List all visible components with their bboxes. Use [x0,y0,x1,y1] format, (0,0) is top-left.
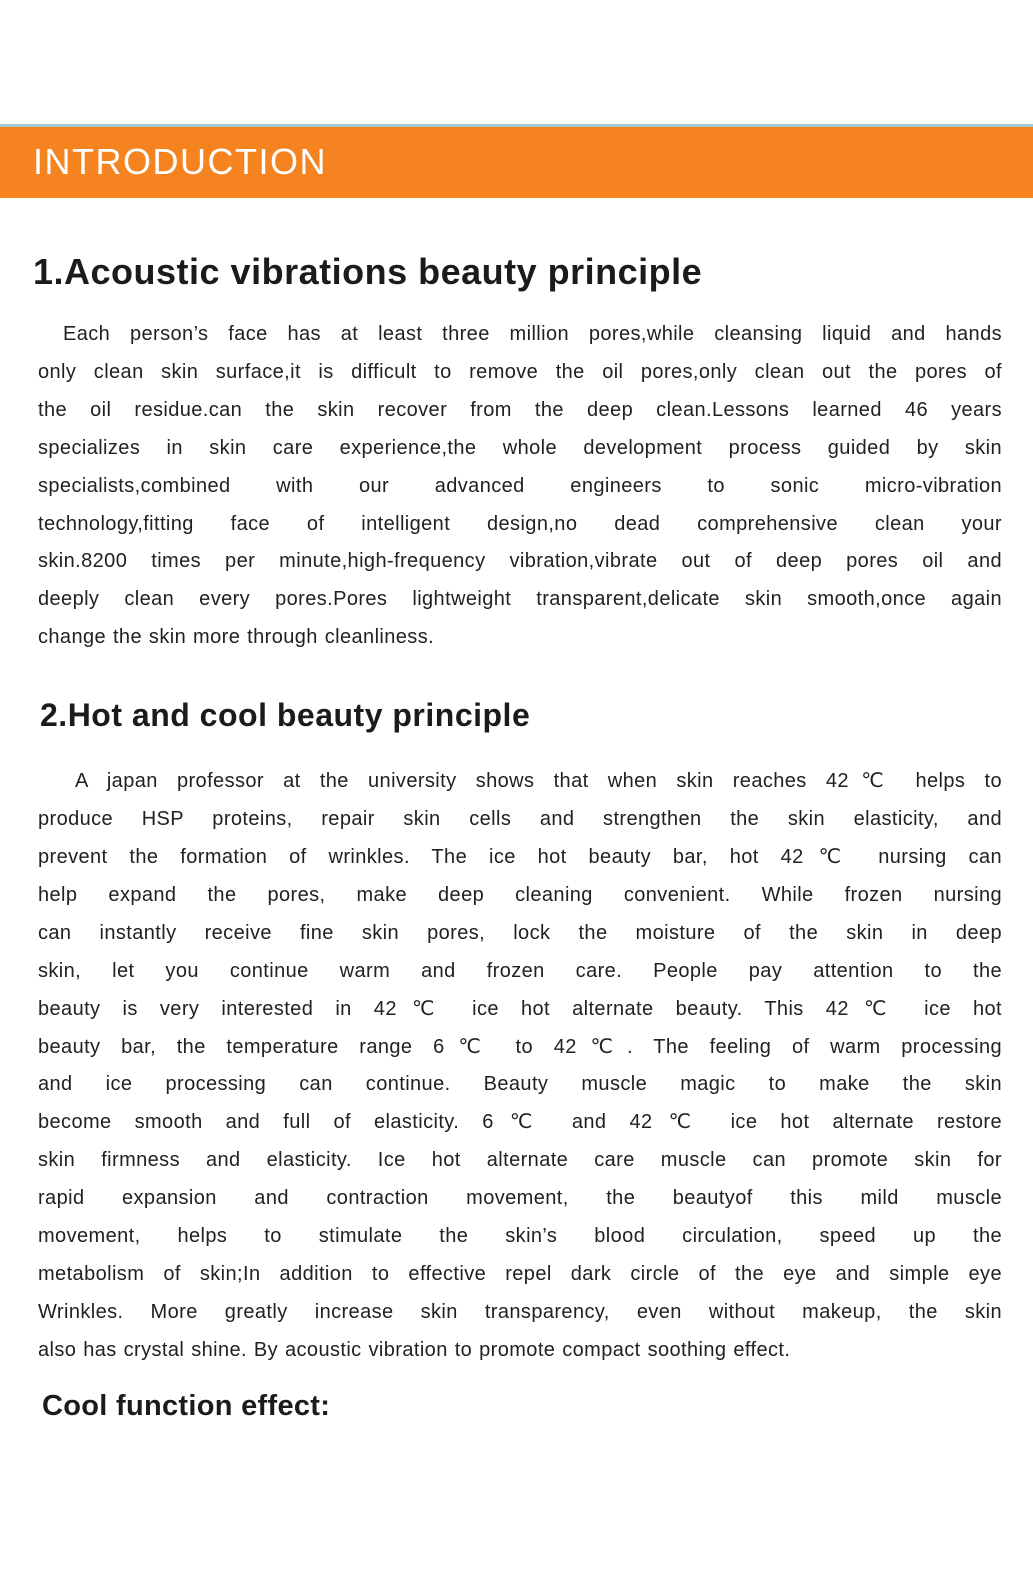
text-line: prevent the formation of wrinkles. The ice hot beauty bar, hot 42℃ nursing can [38,845,1002,868]
text-line: specialists,combined with our advanced engineers to sonic micro-vibration [38,474,1002,497]
text-line: help expand the pores, make deep cleaning convenient. While frozen nursing [38,883,1002,906]
introduction-banner [0,127,1033,198]
text-line: change the skin more through cleanliness. [38,626,435,649]
text-line: also has crystal shine. By acoustic vibration to promote compact soothing effect. [38,1338,791,1361]
text-line: beauty is very interested in 42℃ ice hot alternate beauty. This 42℃ ice hot [38,997,1002,1020]
heading-hot-and-cool-principle: 2.Hot and cool beauty principle [40,697,531,734]
paragraph-acoustic-vibrations [38,316,1002,657]
text-line: movement, helps to stimulate the skin’s blood circulation, speed up the [38,1225,1002,1248]
text-line: beauty bar, the temperature range 6℃ to 42℃. The feeling of warm processing [38,1035,1002,1058]
top-margin [0,0,1033,124]
banner-title: INTRODUCTION [33,140,327,182]
text-line: specializes in skin care experience,the whole development process guided by skin [38,436,1002,459]
text-line: the oil residue.can the skin recover from the deep clean.Lessons learned 46 years [38,398,1002,421]
text-line: deeply clean every pores.Pores lightweight transparent,delicate skin smooth,once again [38,588,1002,611]
text-line: skin.8200 times per minute,high-frequency vibration,vibrate out of deep pores oil and [38,550,1002,573]
heading-acoustic-vibrations-principle: 1.Acoustic vibrations beauty principle [33,251,703,292]
text-line: can instantly receive fine skin pores, lock the moisture of the skin in deep [38,921,1002,944]
text-line: metabolism of skin;In addition to effective repel dark circle of the eye and simple eye [38,1262,1002,1285]
text-line: technology,fitting face of intelligent design,no dead comprehensive clean your [38,512,1002,535]
text-line: skin, let you continue warm and frozen care. People pay attention to the [38,959,1002,982]
text-line: only clean skin surface,it is difficult to remove the oil pores,only clean out the pores of [38,360,1002,383]
text-line: and ice processing can continue. Beauty muscle magic to make the skin [38,1073,1002,1096]
text-line: A japan professor at the university shows that when skin reaches 42℃ helps to [75,770,1002,793]
text-line: rapid expansion and contraction movement, the beautyof this mild muscle [38,1187,1002,1210]
text-line: Each person’s face has at least three million pores,while cleansing liquid and hands [63,323,1002,345]
paragraph-hot-and-cool [38,763,1002,1370]
text-line: Wrinkles. More greatly increase skin transparency, even without makeup, the skin [38,1300,1002,1323]
heading-cool-function-effect: Cool function effect: [42,1389,331,1422]
text-line: produce HSP proteins, repair skin cells and strengthen the skin elasticity, and [38,808,1002,831]
page-content [0,250,1033,1424]
text-line: become smooth and full of elasticity. 6℃ and 42℃ ice hot alternate restore [38,1111,1002,1134]
text-line: skin firmness and elasticity. Ice hot alternate care muscle can promote skin for [38,1149,1002,1172]
